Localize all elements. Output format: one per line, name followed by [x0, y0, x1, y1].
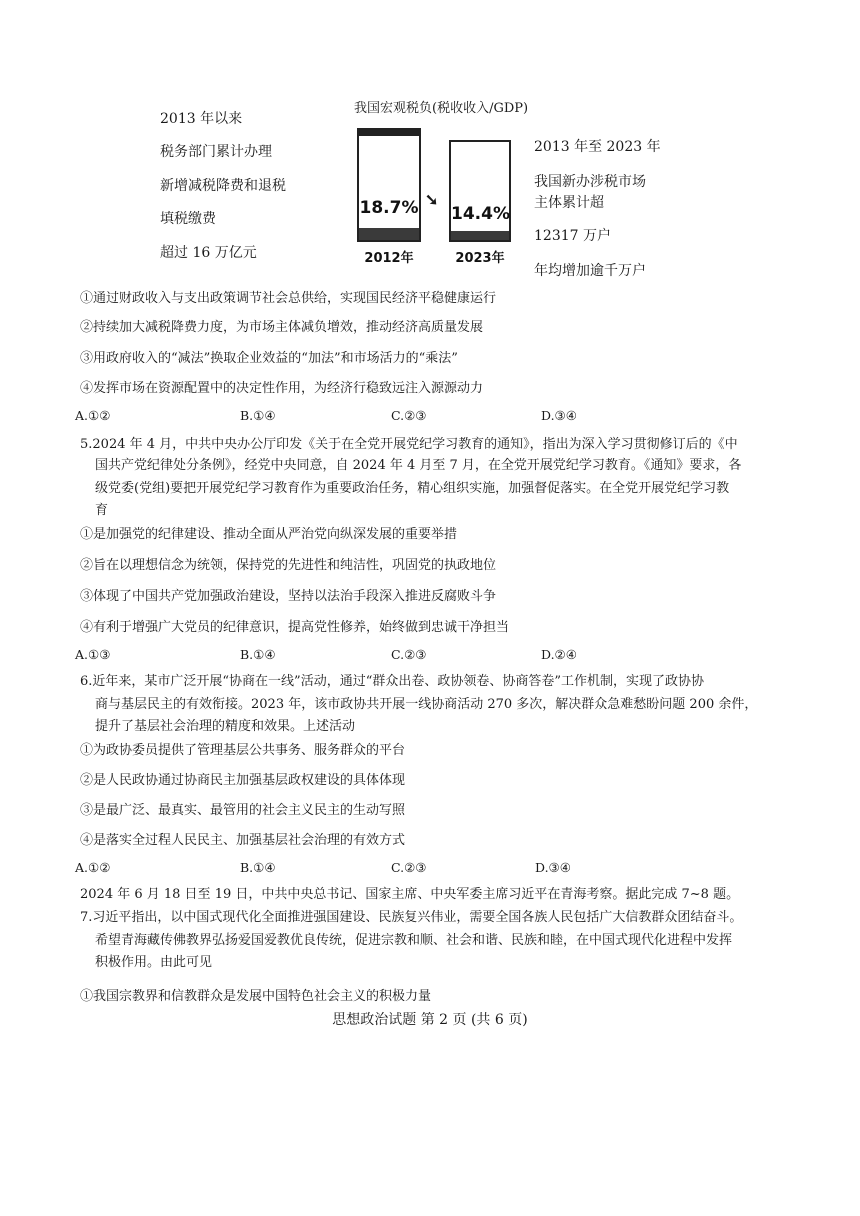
- q5-stem-line: 级党委(党组)要把开展党纪学习教育作为重要政治任务，精心组织实施，加强督促落实。在全党开展党纪学习教: [95, 481, 730, 496]
- q6-option-b[interactable]: B.①④: [240, 860, 276, 875]
- q7-stem-line: 希望青海藏传佛教界弘扬爱国爱教优良传统，促进宗教和顺、社会和谐、民族和睦，在中国式现代化进程中发挥: [95, 933, 733, 948]
- q4-option-c[interactable]: C.②③: [391, 408, 427, 423]
- q5-option-a[interactable]: A.①③: [75, 647, 111, 662]
- bar-2023: [449, 140, 511, 242]
- q5-option-c[interactable]: C.②③: [391, 647, 427, 662]
- q6-option-d[interactable]: D.③④: [535, 860, 571, 875]
- q5-stem-line: 5.2024 年 4 月，中共中央办公厅印发《关于在全党开展党纪学习教育的通知》，指出为深入学习贯彻修订后的《中: [80, 437, 738, 452]
- bar-2012: [357, 128, 421, 242]
- q5-stem-line: 国共产党纪律处分条例》，经党中央同意，自 2024 年 4 月至 7 月，在全党开展党纪学习教育。《通知》要求，各: [95, 458, 742, 473]
- q6-stem-line: 6.近年来，某市广泛开展“协商在一线”活动，通过“群众出卷、政协领卷、协商答卷”工作机制，实现了政协协: [80, 674, 704, 689]
- q6-option-a[interactable]: A.①②: [75, 860, 111, 875]
- right-text-line: 我国新办涉税市场: [534, 174, 646, 190]
- left-text-line: 新增减税降费和退税: [160, 178, 286, 194]
- q5-option-d[interactable]: D.②④: [541, 647, 577, 662]
- chart-title: 我国宏观税负(税收收入/GDP): [354, 101, 529, 116]
- left-text-line: 填税缴费: [160, 211, 216, 227]
- q6-stem-line: 商与基层民主的有效衔接。2023 年，该市政协共开展一线协商活动 270 多次，解决群众急难愁盼问题 200 余件，: [95, 697, 758, 712]
- q6-stem-line: 提升了基层社会治理的精度和效果。上述活动: [95, 719, 356, 734]
- left-text-line: 2013 年以来: [160, 111, 243, 127]
- q7-stem-line: 7.习近平指出，以中国式现代化全面推进强国建设、民族复兴伟业，需要全国各族人民包括广大信教群众团结奋斗。: [80, 910, 743, 925]
- category-label-2023: 2023年: [455, 251, 505, 266]
- data-label-2023: 14.4%: [451, 204, 510, 224]
- q5-statement-1: ①是加强党的纪律建设、推动全面从严治党向纵深发展的重要举措: [80, 527, 458, 542]
- left-text-line: 税务部门累计办理: [160, 144, 272, 160]
- bar-top-band: [359, 130, 419, 136]
- q7-stem-line: 积极作用。由此可见: [95, 955, 213, 970]
- q5-statement-3: ③体现了中国共产党加强政治建设，坚持以法治手段深入推进反腐败斗争: [80, 589, 497, 604]
- q5-statement-2: ②旨在以理想信念为统领，保持党的先进性和纯洁性，巩固党的执政地位: [80, 558, 497, 573]
- page-footer: 思想政治试题 第 2 页 (共 6 页): [332, 1012, 528, 1028]
- q5-option-b[interactable]: B.①④: [240, 647, 276, 662]
- q5-statement-4: ④有利于增强广大党员的纪律意识，提高党性修养，始终做到忠诚干净担当: [80, 620, 510, 635]
- q4-statement-1: ①通过财政收入与支出政策调节社会总供给，实现国民经济平稳健康运行: [80, 291, 497, 306]
- context-line: 2024 年 6 月 18 日至 19 日，中共中央总书记、国家主席、中央军委主席习近平在青海考察。据此完成 7~8 题。: [80, 887, 740, 902]
- right-text-line: 主体累计超: [534, 195, 604, 211]
- right-text-line: 12317 万户: [534, 228, 611, 244]
- q7-statement-1: ①我国宗教界和信教群众是发展中国特色社会主义的积极力量: [80, 989, 432, 1004]
- q4-option-a[interactable]: A.①②: [75, 408, 111, 423]
- q6-statement-4: ④是落实全过程人民民主、加强基层社会治理的有效方式: [80, 833, 406, 848]
- q4-option-d[interactable]: D.③④: [541, 408, 577, 423]
- q4-statement-3: ③用政府收入的“减法”换取企业效益的“加法”和市场活力的“乘法”: [80, 351, 458, 366]
- q5-stem-line: 育: [95, 503, 109, 518]
- bar-fill-2012: [359, 228, 419, 240]
- q4-statement-4: ④发挥市场在资源配置中的决定性作用，为经济行稳致远注入源源动力: [80, 381, 484, 396]
- category-label-2012: 2012年: [364, 251, 414, 266]
- q6-statement-3: ③是最广泛、最真实、最管用的社会主义民主的生动写照: [80, 803, 406, 818]
- right-text-line: 2013 年至 2023 年: [534, 139, 661, 155]
- q6-statement-2: ②是人民政协通过协商民主加强基层政权建设的具体体现: [80, 773, 406, 788]
- q4-option-b[interactable]: B.①④: [240, 408, 276, 423]
- data-label-2012: 18.7%: [359, 198, 419, 218]
- left-text-line: 超过 16 万亿元: [160, 245, 257, 261]
- q4-statement-2: ②持续加大减税降费力度，为市场主体减负增效，推动经济高质量发展: [80, 320, 484, 335]
- q6-option-c[interactable]: C.②③: [391, 860, 427, 875]
- arrow-icon: ➘: [425, 190, 439, 209]
- bar-fill-2023: [451, 231, 509, 240]
- q6-statement-1: ①为政协委员提供了管理基层公共事务、服务群众的平台: [80, 743, 406, 758]
- right-text-line: 年均增加逾千万户: [534, 263, 646, 279]
